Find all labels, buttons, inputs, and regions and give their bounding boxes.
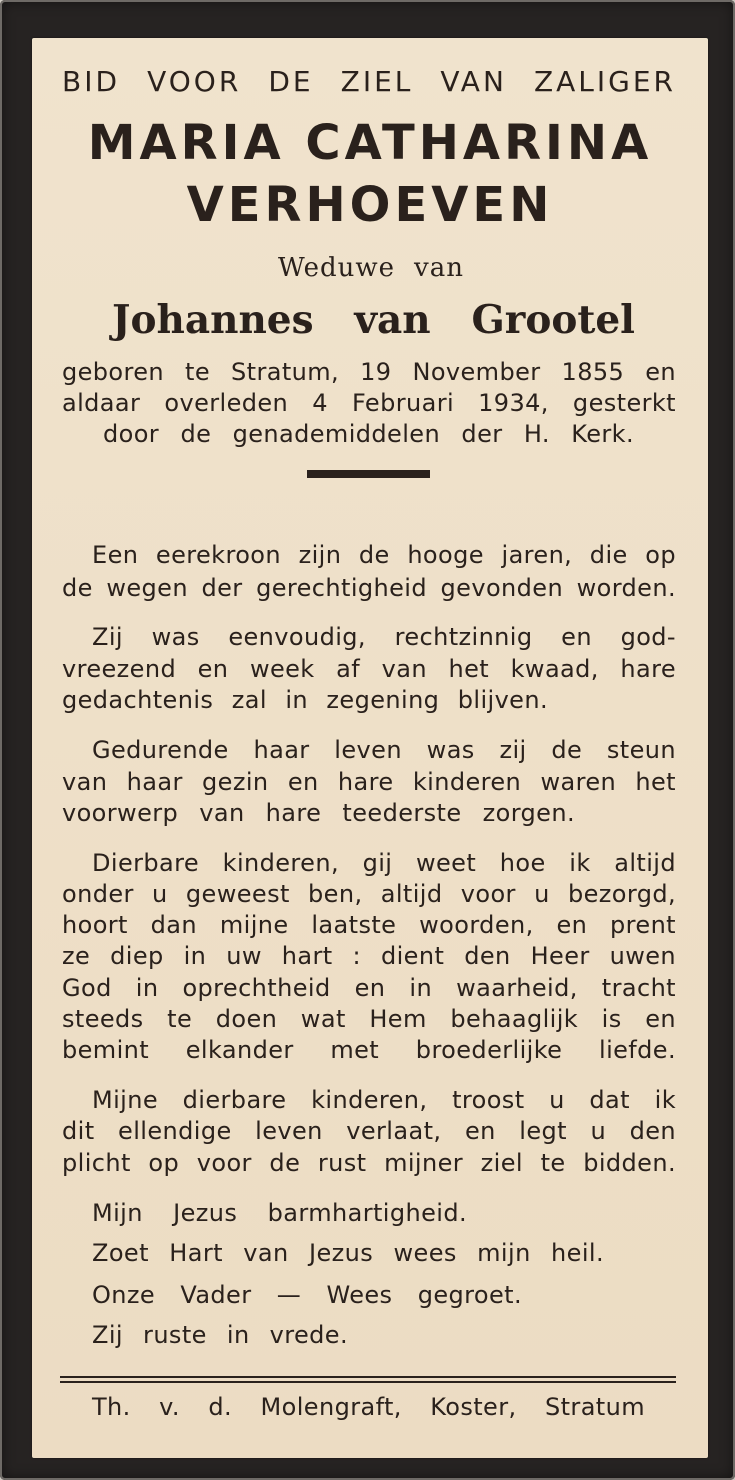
biography-line: aldaar overleden 4 Februari 1934, gesterkt [62, 389, 676, 417]
memorial-card [32, 38, 708, 1458]
paragraph-line: de wegen der gerechtigheid gevonden worden. [62, 574, 676, 602]
spouse-name: Johannes van Grootel [112, 297, 635, 343]
paragraph-line: plicht op voor de rust mijner ziel te bidden. [62, 1149, 676, 1177]
paragraph-line: voorwerp van hare teederste zorgen. [62, 799, 575, 827]
divider-bar [307, 470, 430, 478]
paragraph-line: bemint elkander met broederlijke liefde. [62, 1036, 676, 1064]
paragraph-line: van haar gezin en hare kinderen waren het [62, 768, 676, 796]
prayer-line: Zoet Hart van Jezus wees mijn heil. [92, 1239, 604, 1267]
prayer-line: Mijn Jezus barmhartigheid. [92, 1199, 467, 1227]
paragraph-line: dit ellendige leven verlaat, en legt u den [62, 1117, 676, 1145]
paragraph-line: gedachtenis zal in zegening blijven. [62, 686, 548, 714]
printer-credit: Th. v. d. Molengraft, Koster, Stratum [92, 1393, 645, 1421]
deceased-name-line1: MARIA CATHARINA [87, 115, 653, 171]
footer-rule-top [60, 1376, 676, 1378]
paragraph-line: Zij was eenvoudig, rechtzinnig en god- [92, 623, 676, 651]
paragraph-line: ze diep in uw hart : dient den Heer uwen [62, 942, 676, 970]
paragraph-line: steeds te doen wat Hem behaaglijk is en [62, 1005, 676, 1033]
paragraph-line: vreezend en week af van het kwaad, hare [62, 655, 676, 683]
paragraph-line: Gedurende haar leven was zij de steun [92, 736, 676, 764]
paragraph-line: God in oprechtheid en in waarheid, tracht [62, 974, 676, 1002]
biography-line: geboren te Stratum, 19 November 1855 en [62, 358, 676, 386]
paragraph-line: Mijne dierbare kinderen, troost u dat ik [92, 1086, 676, 1114]
footer-rule-bottom [60, 1381, 676, 1383]
prayer-line: Onze Vader — Wees gegroet. [92, 1281, 522, 1309]
paragraph-line: onder u geweest ben, altijd voor u bezorgd, [62, 880, 676, 908]
paragraph-line: Dierbare kinderen, gij weet hoe ik altijd [92, 849, 676, 877]
paragraph-line: hoort dan mijne laatste woorden, en prent [62, 911, 676, 939]
biography-line: door de genademiddelen der H. Kerk. [103, 420, 634, 448]
deceased-name-line2: VERHOEVEN [186, 177, 554, 233]
prayer-line: Zij ruste in vrede. [92, 1321, 348, 1349]
card-header: BID VOOR DE ZIEL VAN ZALIGER [62, 65, 676, 98]
paragraph-line: Een eerekroon zijn de hooge jaren, die op [92, 541, 676, 569]
relation-label: Weduwe van [278, 253, 464, 283]
